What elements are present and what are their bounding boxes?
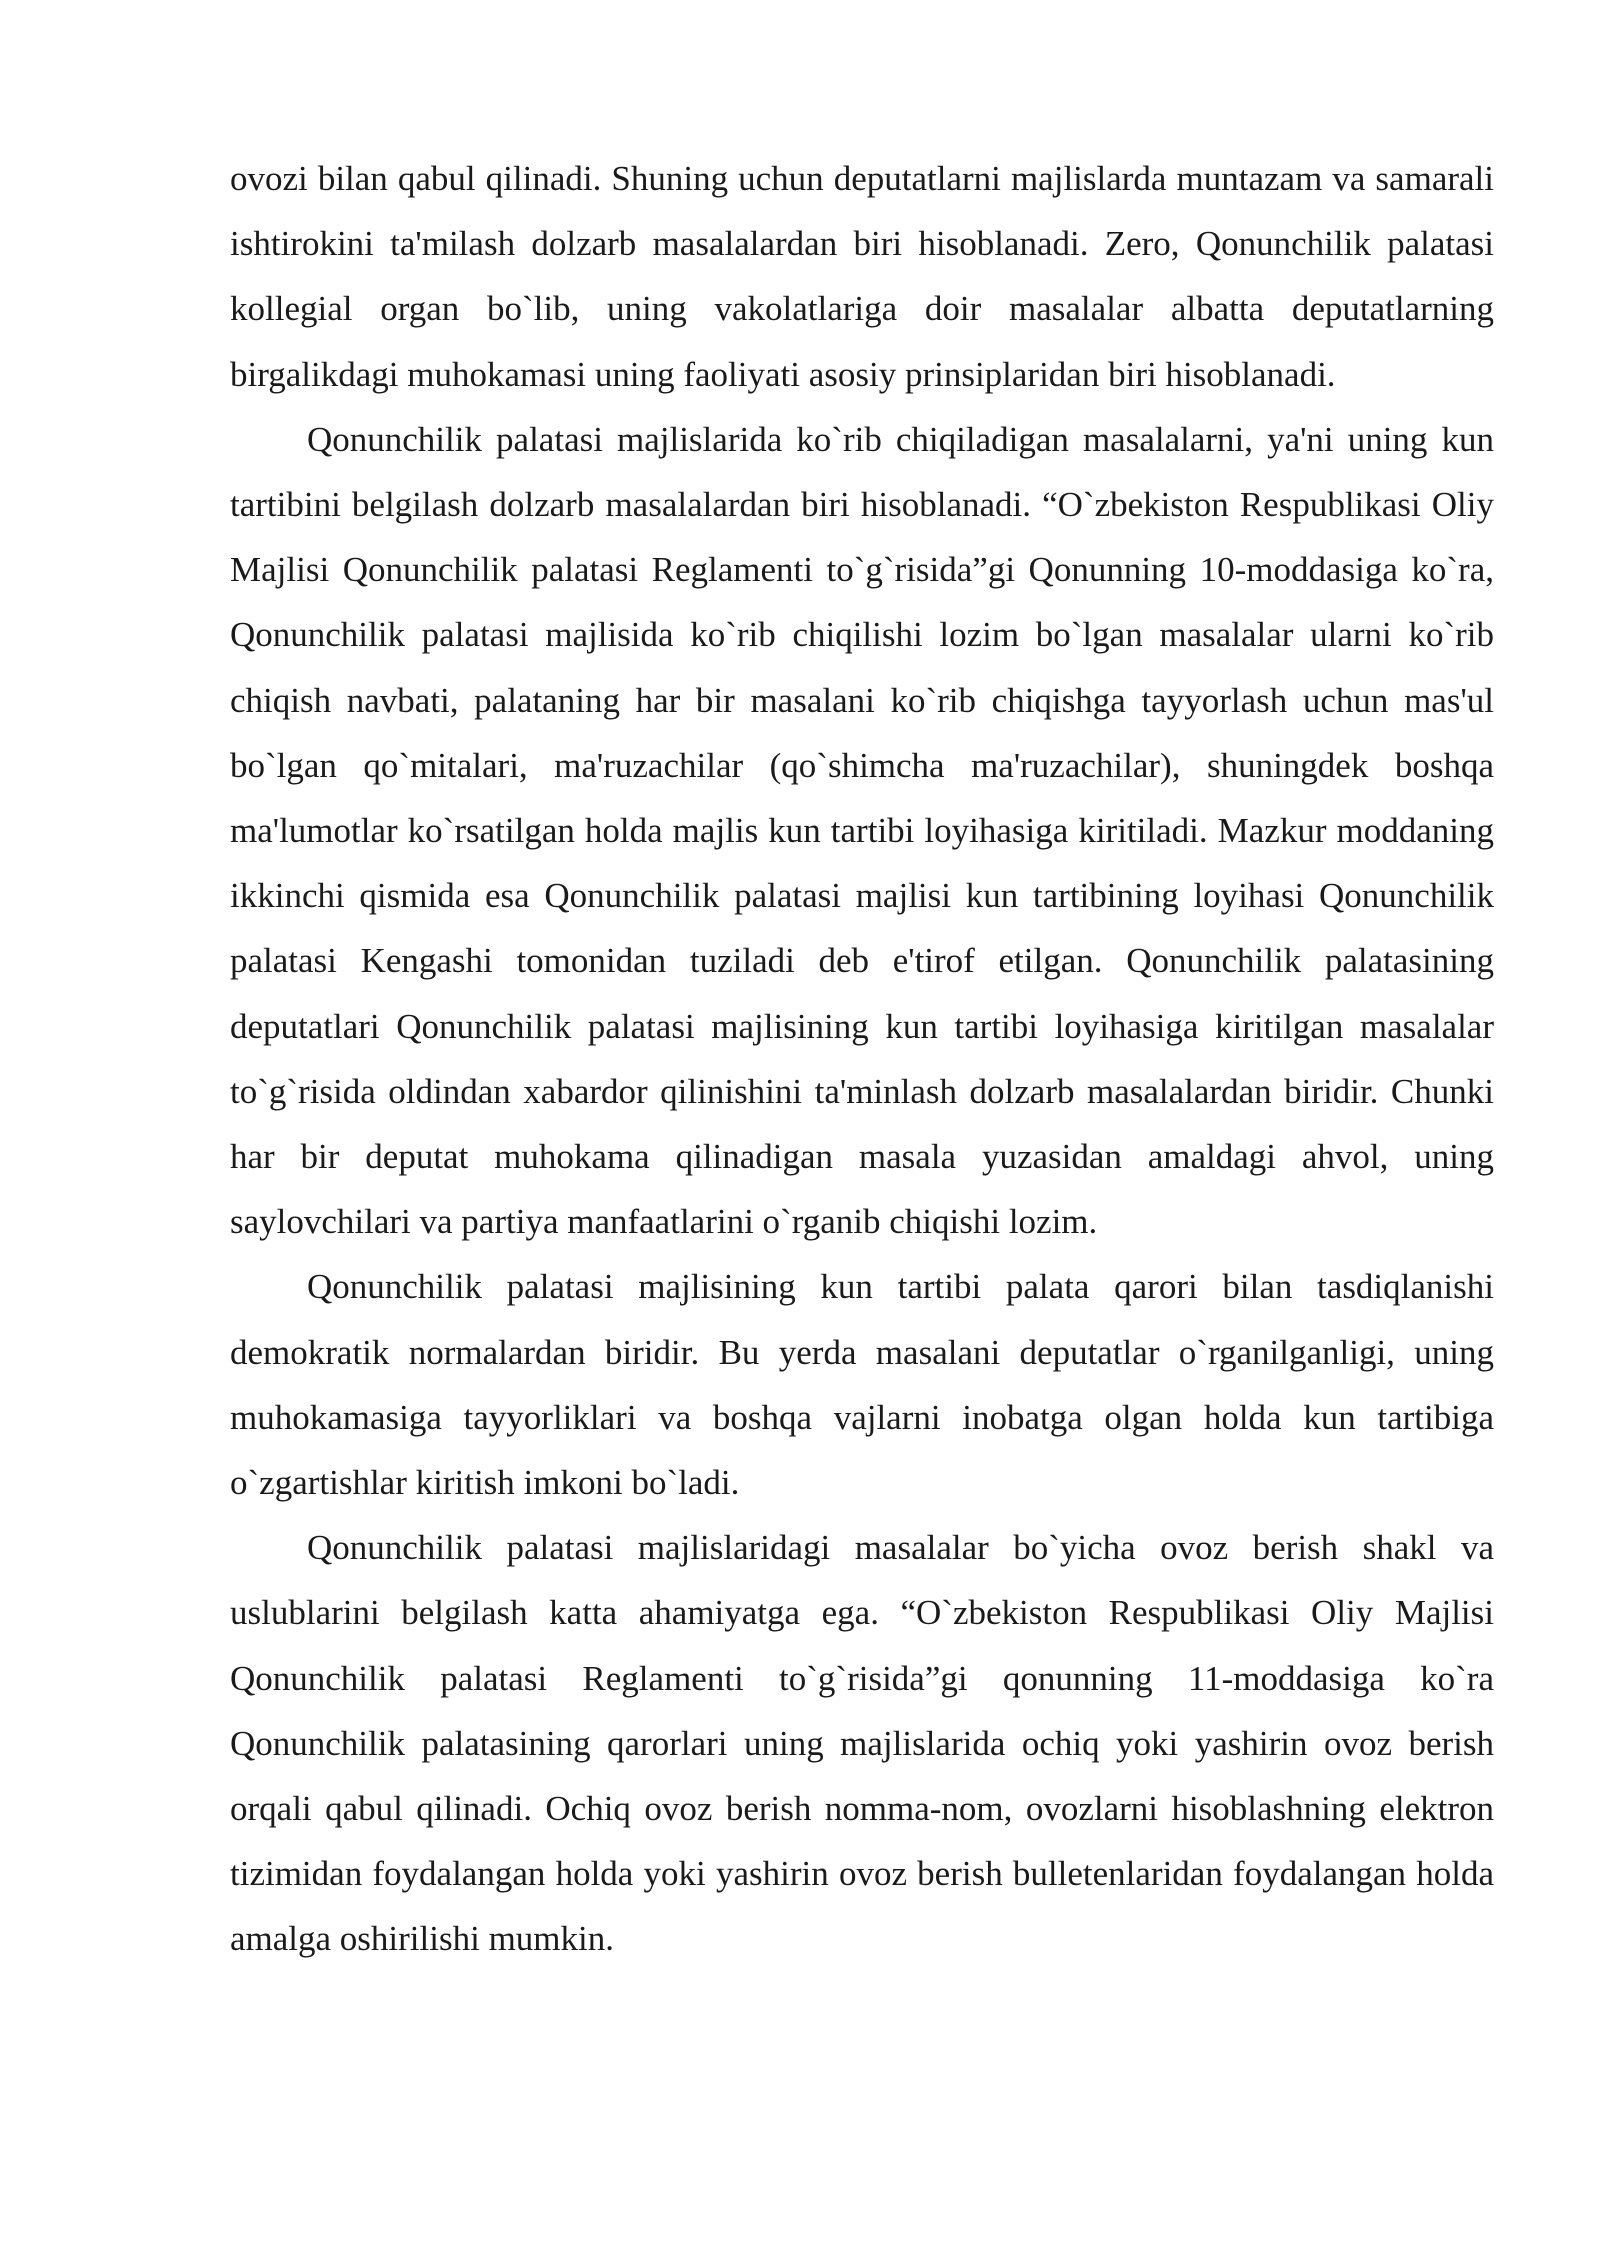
document-body (230, 146, 1494, 1972)
paragraph-agenda: Qonunchilik palatasi majlislarida ko`rib chiqiladigan masalalarni, ya'ni uning kun tartibini belgilash dolzarb masalalardan biri hisoblanadi. “O`zbekiston Respublikasi Oliy Majlisi Qonunchilik palatasi Reglamenti to`g`risida”gi Qonunning 10-moddasiga ko`ra, Qonunchilik palatasi majlisida ko`rib chiqilishi lozim bo`lgan masalalar ularni ko`rib chiqish navbati, palataning har bir masalani ko`rib chiqishga tayyorlash uchun mas'ul bo`lgan qo`mitalari, ma'ruzachilar (qo`shimcha ma'ruzachilar), shuningdek boshqa ma'lumotlar ko`rsatilgan holda majlis kun tartibi loyihasiga kiritiladi. Mazkur moddaning ikkinchi qismida esa Qonunchilik palatasi majlisi kun tartibining loyihasi Qonunchilik palatasi Kengashi tomonidan tuziladi deb e'tirof etilgan. Qonunchilik palatasining deputatlari Qonunchilik palatasi majlisining kun tartibi loyihasiga kiritilgan masalalar to`g`risida oldindan xabardor qilinishini ta'minlash dolzarb masalalardan biridir. Chunki har bir deputat muhokama qilinadigan masala yuzasidan amaldagi ahvol, uning saylovchilari va partiya manfaatlarini o`rganib chiqishi lozim. (230, 419, 1494, 1242)
paragraph-agenda-approval: Qonunchilik palatasi majlisining kun tartibi palata qarori bilan tasdiqlanishi demokratik normalardan biridir. Bu yerda masalani deputatlar o`rganilganligi, uning muhokamasiga tayyorliklari va boshqa vajlarni inobatga olgan holda kun tartibiga o`zgartishlar kiritish imkoni bo`ladi. (230, 1267, 1494, 1503)
paragraph-continuation: ovozi bilan qabul qilinadi. Shuning uchun deputatlarni majlislarda muntazam va samarali ishtirokini ta'milash dolzarb masalalardan biri hisoblanadi. Zero, Qonunchilik palatasi kollegial organ bo`lib, uning vakolatlariga doir masalalar albatta deputatlarning birgalikdagi muhokamasi uning faoliyati asosiy prinsiplaridan biri hisoblanadi. (230, 159, 1494, 394)
paragraph-voting: Qonunchilik palatasi majlislaridagi masalalar bo`yicha ovoz berish shakl va uslublarini belgilash katta ahamiyatga ega. “O`zbekiston Respublikasi Oliy Majlisi Qonunchilik palatasi Reglamenti to`g`risida”gi qonunning 11-moddasiga ko`ra Qonunchilik palatasining qarorlari uning majlislarida ochiq yoki yashirin ovoz berish orqali qabul qilinadi. Ochiq ovoz berish nomma-nom, ovozlarni hisoblashning elektron tizimidan foydalangan holda yoki yashirin ovoz berish bulletenlaridan foydalangan holda amalga oshirilishi mumkin. (230, 1528, 1494, 1959)
